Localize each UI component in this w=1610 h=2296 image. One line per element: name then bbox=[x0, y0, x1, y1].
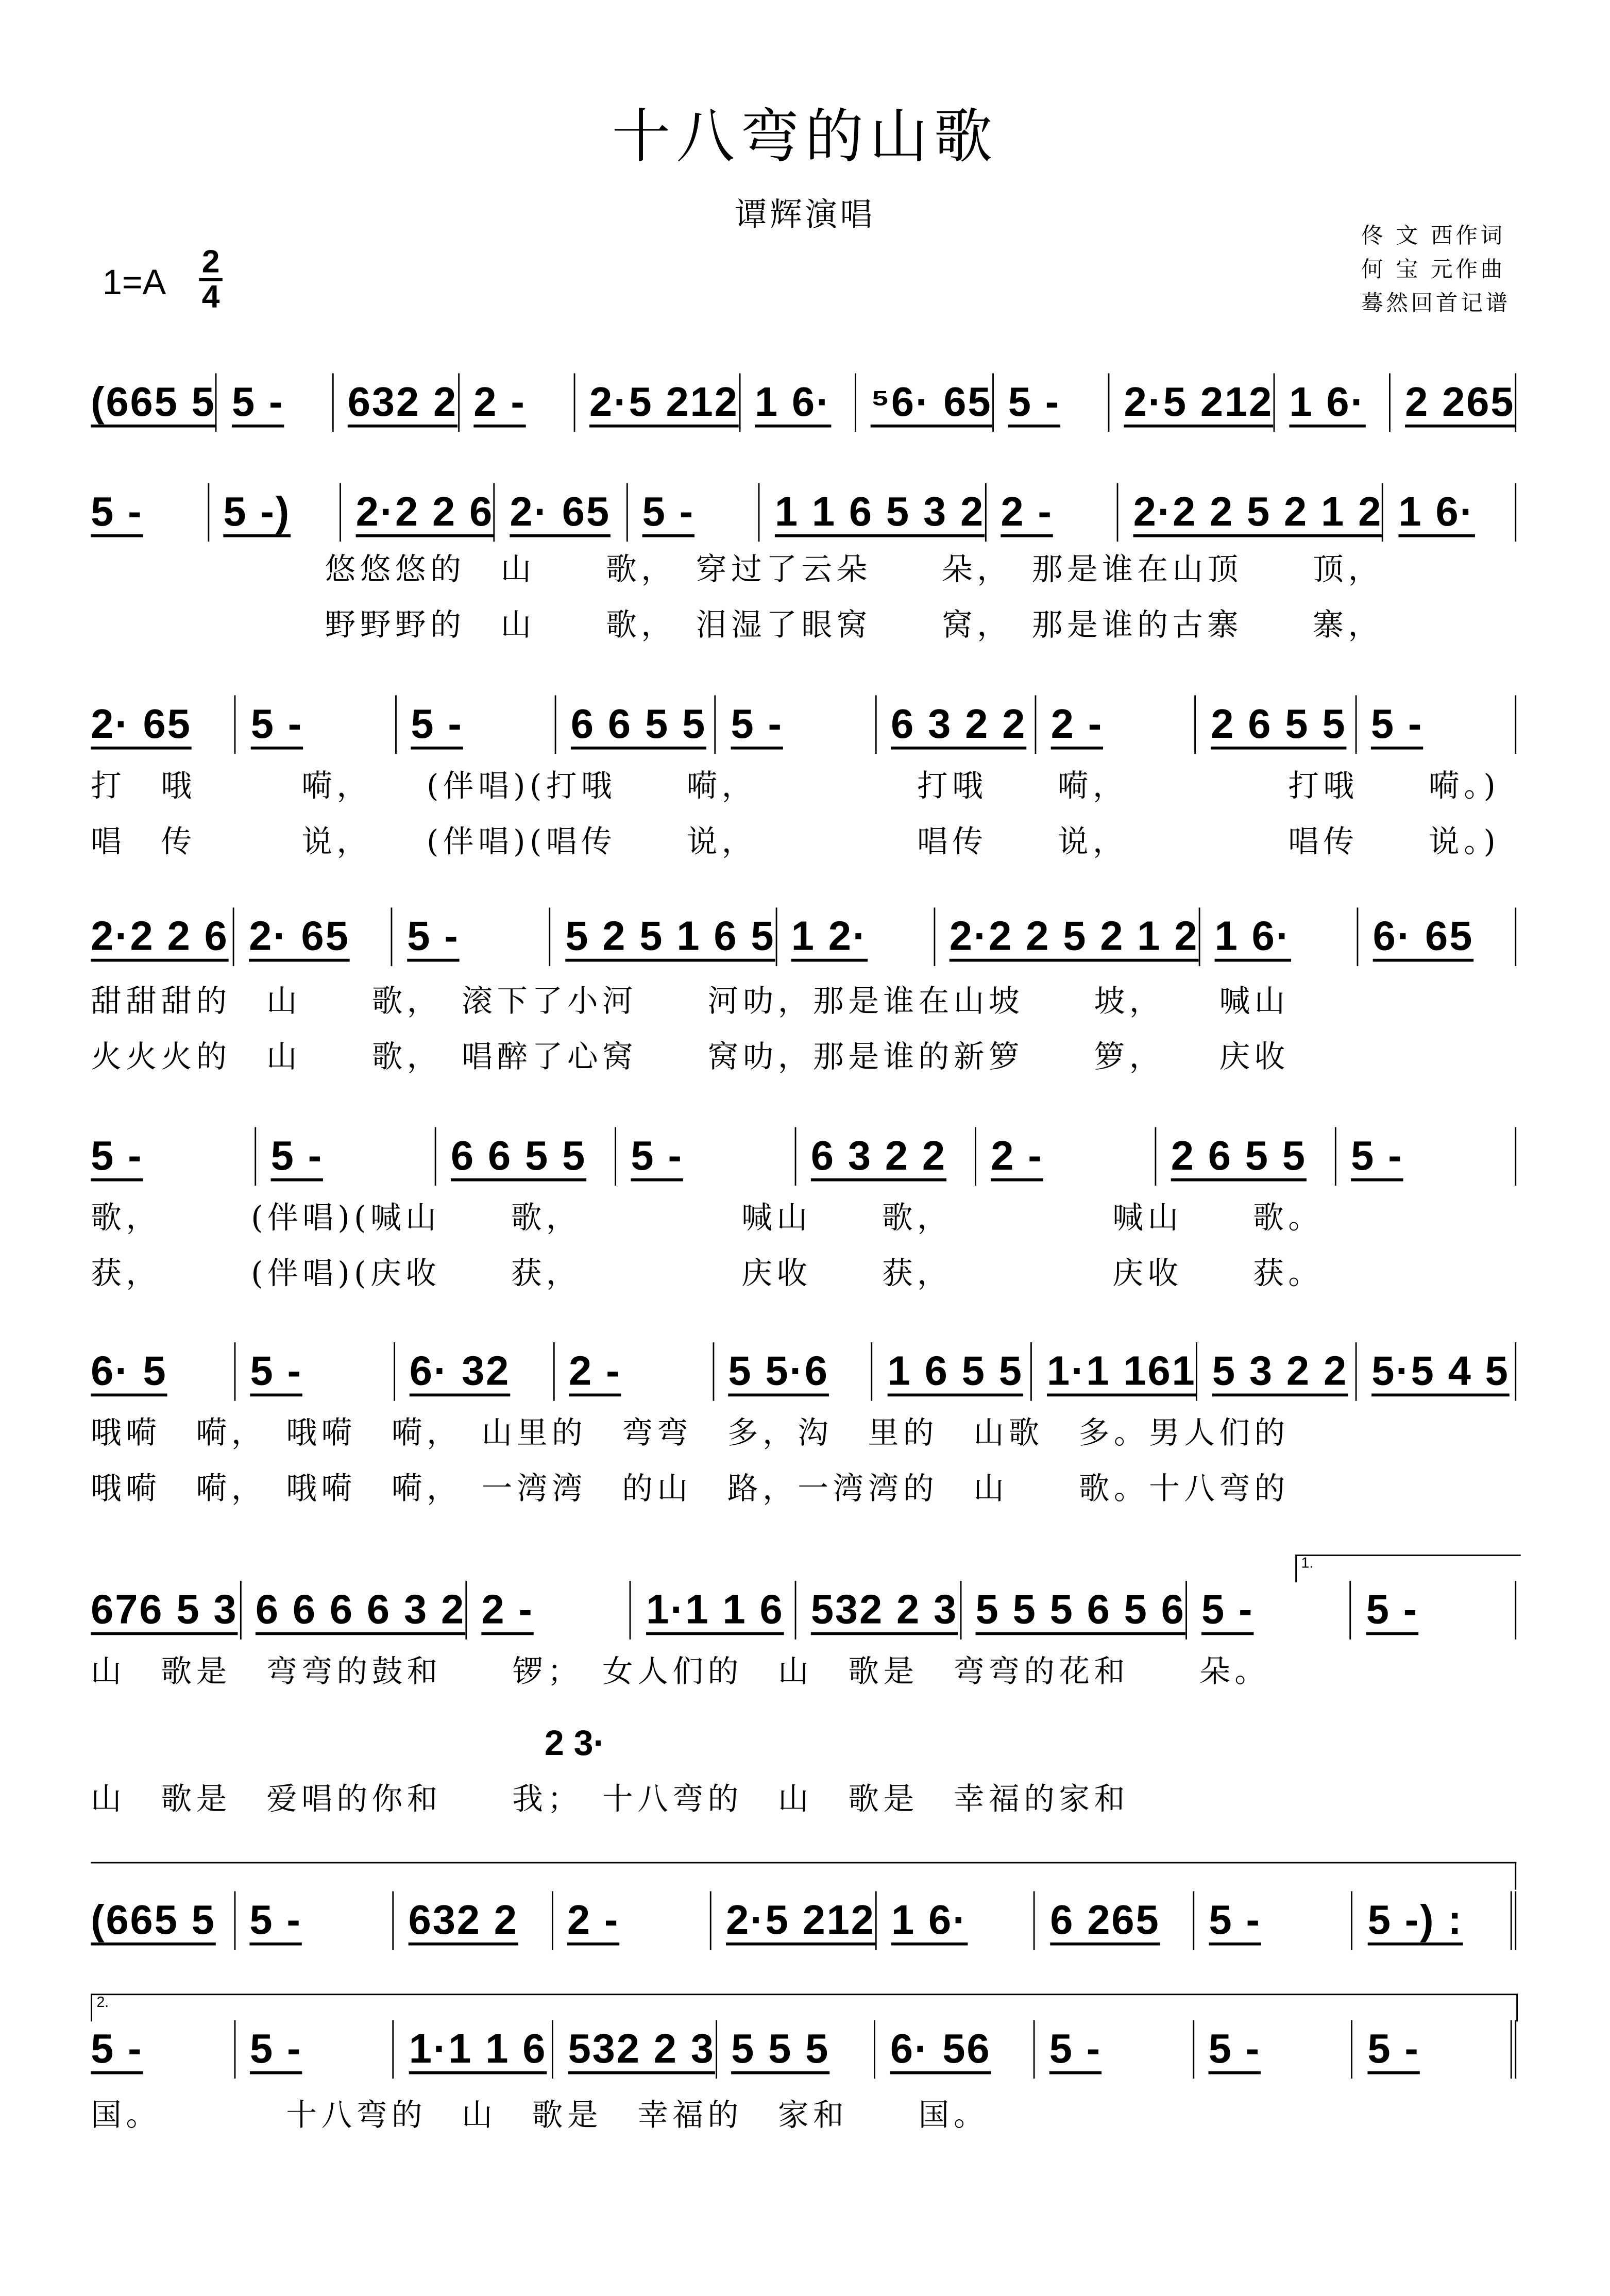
measure: 5 - bbox=[235, 1891, 394, 1950]
measure: 1 1 6 5 3 2 bbox=[760, 483, 986, 542]
measure: 5 5 5 6 5 6 bbox=[961, 1581, 1187, 1640]
lyric-line: 哦嗬 嗬， 哦嗬 嗬， 一湾湾 的山 路，一湾湾的 山 歌。十八弯的 bbox=[91, 1471, 1290, 1507]
measure: 5 - bbox=[1187, 1581, 1352, 1640]
measure: 6 6 5 5 bbox=[556, 695, 716, 754]
lyric-line: 获， (伴唱)(庆收 获， 庆收 获， 庆收 获。 bbox=[91, 1256, 1324, 1291]
measure: 5 -) : bbox=[1353, 1891, 1516, 1950]
measure: 6 3 2 2 bbox=[796, 1127, 976, 1186]
notation-line bbox=[91, 907, 1516, 966]
lyric-line: 打 哦 嗬， (伴唱)(打哦 嗬， 打哦 嗬， 打哦 嗬。) bbox=[91, 768, 1500, 804]
notation-line bbox=[91, 1581, 1516, 1640]
notation-line bbox=[91, 695, 1516, 754]
second-ending-bracket: 2. bbox=[91, 1994, 1518, 2021]
measure: 5 - bbox=[1336, 1127, 1516, 1186]
notation-line bbox=[91, 2020, 1516, 2079]
measure: 5 - bbox=[1035, 2020, 1194, 2079]
notation-line bbox=[91, 1342, 1516, 1401]
measure: 2 265 bbox=[1391, 373, 1517, 432]
measure: 5 - bbox=[1351, 1581, 1516, 1640]
notation-line bbox=[91, 373, 1516, 432]
measure: 5 - bbox=[993, 373, 1109, 432]
measure: 5 - bbox=[628, 483, 760, 542]
measure: 2· 65 bbox=[234, 907, 393, 966]
measure: 2· 65 bbox=[495, 483, 628, 542]
measure: 6 3 2 2 bbox=[876, 695, 1037, 754]
notation-line bbox=[91, 483, 1516, 542]
measure: 6 265 bbox=[1036, 1891, 1194, 1950]
measure: 2 - bbox=[554, 1342, 714, 1401]
time-signature-top: 2 bbox=[201, 243, 220, 280]
credits bbox=[1361, 220, 1511, 320]
notation-line bbox=[91, 1891, 1516, 1950]
measure: 532 2 3 bbox=[796, 1581, 961, 1640]
measure: 5 5·6 bbox=[714, 1342, 873, 1401]
measure: 2 6 5 5 bbox=[1196, 695, 1357, 754]
time-signature-bottom: 4 bbox=[199, 278, 222, 313]
repeat-bracket bbox=[91, 1862, 1516, 1890]
measure: 5 - bbox=[91, 1127, 256, 1186]
measure: 5 2 5 1 6 5 bbox=[551, 907, 776, 966]
measure: 6· 5 bbox=[91, 1342, 235, 1401]
measure: 1 6· bbox=[740, 373, 856, 432]
lyric-line: 火火火的 山 歌， 唱醉了心窝 窝叻，那是谁的新箩 箩， 庆收 bbox=[91, 1039, 1290, 1075]
measure: 5 - bbox=[1194, 2020, 1353, 2079]
measure: 2 - bbox=[986, 483, 1118, 542]
measure: 1·1 161 bbox=[1032, 1342, 1198, 1401]
measure: (665 5 bbox=[91, 373, 217, 432]
measure: 5 - bbox=[236, 695, 396, 754]
measure: 1 6· bbox=[1275, 373, 1391, 432]
measure: 2 - bbox=[1036, 695, 1196, 754]
measure: 5 - bbox=[1356, 695, 1516, 754]
first-ending-bracket: 1. bbox=[1295, 1555, 1520, 1582]
measure: 2 - bbox=[552, 1891, 711, 1950]
measure: 2·2 2 6 bbox=[91, 907, 234, 966]
measure: 6· 65 bbox=[1358, 907, 1516, 966]
measure: 676 5 3 bbox=[91, 1581, 241, 1640]
song-title: 十八弯的山歌 bbox=[612, 104, 998, 172]
measure: 5·5 4 5 bbox=[1357, 1342, 1516, 1401]
measure: 1 6· bbox=[1384, 483, 1516, 542]
measure: 5 - bbox=[91, 2020, 235, 2079]
measure: 1 6· bbox=[1200, 907, 1358, 966]
lyricist-credit: 佟 文 西作词 bbox=[1361, 222, 1505, 249]
lyric-line: 山 歌是 弯弯的鼓和 锣； 女人们的 山 歌是 弯弯的花和 朵。 bbox=[91, 1654, 1270, 1690]
measure: 6· 56 bbox=[876, 2020, 1035, 2079]
measure: 1·1 1 6 bbox=[632, 1581, 796, 1640]
lyric-line: 歌， (伴唱)(喊山 歌， 喊山 歌， 喊山 歌。 bbox=[91, 1200, 1324, 1236]
measure: 2 6 5 5 bbox=[1156, 1127, 1336, 1186]
measure: 5 3 2 2 bbox=[1197, 1342, 1357, 1401]
key-signature: 1=A bbox=[102, 263, 166, 303]
measure: 6 6 6 6 3 2 bbox=[241, 1581, 466, 1640]
composer-credit: 何 宝 元作曲 bbox=[1361, 256, 1505, 283]
time-signature bbox=[199, 243, 222, 315]
measure: 2 - bbox=[467, 1581, 632, 1640]
measure: 2·5 212 bbox=[575, 373, 740, 432]
lyric-line: 哦嗬 嗬， 哦嗬 嗬， 山里的 弯弯 多，沟 里的 山歌 多。男人们的 bbox=[91, 1415, 1290, 1451]
measure: 632 2 bbox=[333, 373, 459, 432]
measure: 1·1 1 6 bbox=[394, 2020, 553, 2079]
measure: 5 - bbox=[1353, 2020, 1516, 2079]
measure: 5 - bbox=[235, 1342, 395, 1401]
measure: 5 - bbox=[256, 1127, 436, 1186]
lyric-line: 唱 传 说， (伴唱)(唱传 说， 唱传 说， 唱传 说。) bbox=[91, 824, 1500, 859]
lyric-line: 悠悠悠的 山 歌， 穿过了云朵 朵， 那是谁在山顶 顶， bbox=[325, 552, 1383, 587]
measure: 2·5 212 bbox=[711, 1891, 877, 1950]
measure: 2·2 2 5 2 1 2 bbox=[935, 907, 1200, 966]
measure: 5 -) bbox=[209, 483, 341, 542]
measure: 2 - bbox=[976, 1127, 1156, 1186]
measure: 1 6· bbox=[877, 1891, 1036, 1950]
measure: (665 5 bbox=[91, 1891, 235, 1950]
lyric-line: 山 歌是 爱唱的你和 我； 十八弯的 山 歌是 幸福的家和 bbox=[91, 1781, 1129, 1817]
measure: 6 6 5 5 bbox=[436, 1127, 616, 1186]
measure: 2·2 2 5 2 1 2 bbox=[1118, 483, 1384, 542]
lyric-line: 国。 十八弯的 山 歌是 幸福的 家和 国。 bbox=[91, 2098, 989, 2133]
measure: 1 2· bbox=[776, 907, 935, 966]
alternate-notes: 2 3· bbox=[544, 1724, 605, 1764]
lyric-line: 野野野的 山 歌， 泪湿了眼窝 窝， 那是谁的古寨 寨， bbox=[325, 607, 1383, 643]
measure: 1 6 5 5 bbox=[873, 1342, 1032, 1401]
measure: 5 - bbox=[616, 1127, 796, 1186]
measure: 5 - bbox=[91, 483, 209, 542]
measure: 2·2 2 6 bbox=[341, 483, 495, 542]
measure: 2 - bbox=[459, 373, 575, 432]
measure: 2·5 212 bbox=[1109, 373, 1275, 432]
measure: 632 2 bbox=[394, 1891, 552, 1950]
measure: 5 - bbox=[393, 907, 551, 966]
measure: 5 - bbox=[1194, 1891, 1353, 1950]
measure: 6· 32 bbox=[395, 1342, 554, 1401]
transcriber-credit: 蓦然回首记谱 bbox=[1361, 290, 1511, 316]
notation-line bbox=[91, 1127, 1516, 1186]
measure: ⁵6· 65 bbox=[856, 373, 993, 432]
measure: 2· 65 bbox=[91, 695, 236, 754]
measure: 5 - bbox=[235, 2020, 395, 2079]
singer-credit: 谭辉演唱 bbox=[735, 197, 875, 234]
measure: 5 - bbox=[396, 695, 556, 754]
measure: 5 - bbox=[716, 695, 876, 754]
measure: 5 5 5 bbox=[717, 2020, 876, 2079]
measure: 5 - bbox=[217, 373, 333, 432]
lyric-line: 甜甜甜的 山 歌， 滚下了小河 河叻，那是谁在山坡 坡， 喊山 bbox=[91, 984, 1290, 1019]
measure: 532 2 3 bbox=[553, 2020, 717, 2079]
